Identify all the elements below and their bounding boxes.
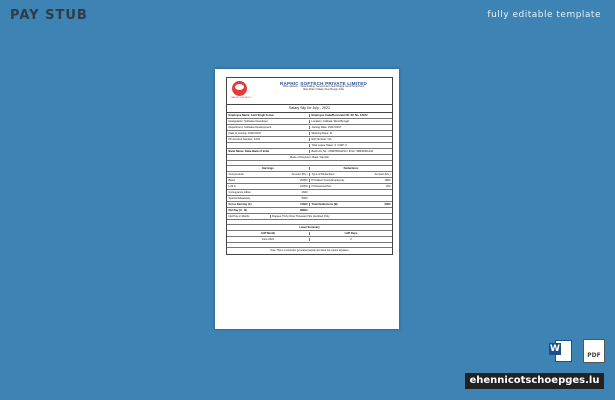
domain-watermark: ehennicotschoepges.lu — [465, 373, 604, 389]
leave-head-month: LOP Month — [260, 231, 276, 235]
earn-head-component: Components — [228, 172, 244, 176]
ded-amount: 1800 — [384, 178, 391, 182]
leave-summary-title: Leave Summary — [227, 225, 392, 231]
word-icon[interactable] — [549, 339, 571, 361]
gross-earning-label: Gross Earning (A) — [228, 202, 252, 206]
gross-earning-value: 41600 — [300, 202, 308, 206]
logo-icon — [232, 81, 247, 96]
detail-cell: Date of Joining: 01/07/2017 — [228, 131, 262, 135]
leave-days: 0 — [309, 238, 392, 241]
total-deductions-label: Total Deductions (B) — [311, 202, 338, 206]
company-logo — [230, 80, 252, 102]
page-title: PAY STUB — [10, 8, 88, 23]
employee-details — [227, 113, 392, 161]
detail-cell: Location: Kolkata, West Bengal — [309, 120, 392, 123]
company-address-line-2: Main Road, Kolkata, West Bengal, India — [303, 88, 344, 91]
earn-amount: 1600 — [301, 190, 308, 194]
ded-head-type: Type of Deductions — [311, 172, 335, 176]
detail-cell: ESI Number: NA — [309, 138, 392, 141]
detail-cell: Employee Code/Personnel ID: SC No. 12372 — [309, 114, 392, 117]
pay-stub-preview[interactable] — [215, 69, 399, 329]
detail-cell: Total Leave Taken: 0 / LWP: 0 — [309, 144, 392, 147]
deductions-title: Deductions — [309, 167, 392, 170]
total-deductions-value: 2000 — [384, 202, 391, 206]
detail-cell: Bank Name: State Bank of India — [228, 149, 269, 153]
earn-component: Basic — [228, 178, 236, 182]
tagline: fully editable template — [487, 10, 601, 20]
detail-cell: Bank A/c No.: 009876543210 / IFSC: SBIN0001234 — [309, 150, 392, 153]
earn-head-amount: Amount (Rs.) — [291, 172, 308, 176]
leave-head-days: LOP Days — [309, 232, 392, 235]
stub-header — [227, 78, 392, 105]
word-badge-label: W — [550, 344, 560, 354]
logo-text: RAPHIC SOFTECH — [231, 97, 251, 99]
pdf-label: PDF — [587, 352, 601, 359]
earn-component: Conveyance Allow. — [228, 190, 252, 194]
ded-type: Provident Fund (Employee) — [311, 178, 345, 182]
pay-stub-document — [226, 77, 393, 255]
detail-cell: Designation: Software Developer — [228, 119, 268, 123]
company-name: RAPHIC SOFTECH PRIVATE LIMITED — [280, 81, 367, 86]
pdf-icon[interactable] — [583, 339, 605, 363]
net-pay-words-label: Net Pay in Words — [228, 214, 250, 218]
detail-cell: Joining Date: 01/07/2017 — [309, 126, 392, 129]
ded-amount: 200 — [386, 184, 391, 188]
ded-type: Professional Tax — [311, 184, 332, 188]
net-pay-words-value: Rupees Thirty Nine Thousand Six Hundred Only — [270, 215, 393, 218]
salary-slip-title: Salary Slip for July - 2021 — [227, 105, 392, 113]
earn-component: H.R.A — [228, 184, 236, 188]
earn-amount: 10000 — [300, 184, 308, 188]
company-address-line-1: Office Address :- Vikas Building, Second Floor, Near Bhagya Laxmi Petrol Pump — [282, 86, 365, 88]
net-pay-value: 39600 — [300, 208, 308, 212]
earn-component: Special Allowance — [228, 196, 251, 200]
leave-month: June 2021 — [261, 237, 275, 241]
ded-head-amount: Amount (Rs.) — [374, 172, 391, 176]
detail-cell: PF Account Number: 1234 — [228, 137, 261, 141]
detail-cell: Working Days: 31 — [309, 132, 392, 135]
detail-cell: Department: Software Development — [228, 125, 272, 129]
earn-amount: 25000 — [300, 178, 308, 182]
net-pay-label: Net Pay (A - B) — [228, 208, 248, 212]
detail-cell: Employee Name: Amit Singh Tomar — [228, 113, 274, 117]
stub-footer-note: Note: This is a computer generated payslip and does not require signature — [270, 249, 349, 252]
earnings-title: Earnings — [262, 166, 274, 170]
payment-mode-note: Mode of Payment: Bank Transfer — [289, 155, 330, 159]
earn-amount: 5000 — [301, 196, 308, 200]
